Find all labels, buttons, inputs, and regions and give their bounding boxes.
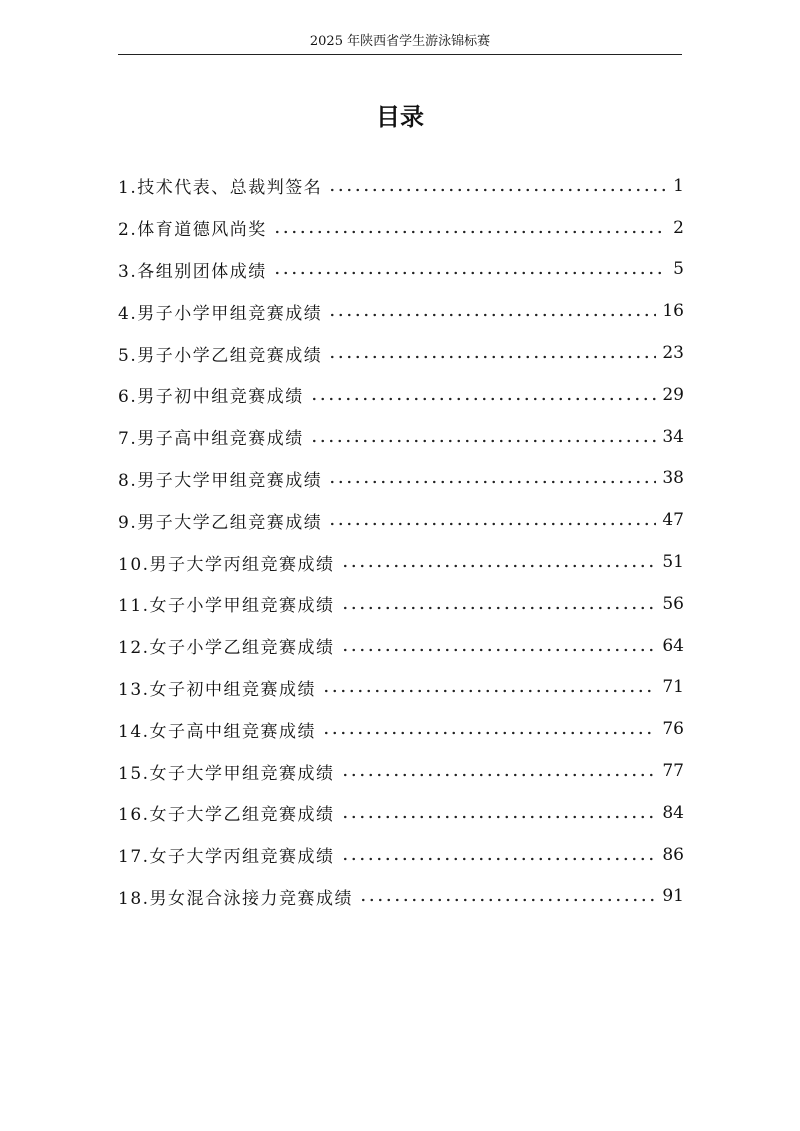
toc-entry-page: 56 <box>662 593 684 614</box>
toc-entry-label: 12.女子小学乙组竞赛成绩 <box>118 638 335 659</box>
toc-entry[interactable] <box>118 750 684 792</box>
toc-leader-dots <box>310 394 657 404</box>
toc-leader-dots <box>310 436 657 446</box>
toc-leader-dots <box>341 645 657 655</box>
toc-entry[interactable] <box>118 249 684 291</box>
toc-leader-dots <box>341 854 657 864</box>
toc-entry-page: 23 <box>662 343 684 364</box>
toc-leader-dots <box>341 812 657 822</box>
toc-entry[interactable] <box>118 876 684 918</box>
toc-entry-label: 13.女子初中组竞赛成绩 <box>118 679 317 700</box>
toc-leader-dots <box>273 268 667 278</box>
toc-entry-label: 4.男子小学甲组竞赛成绩 <box>118 303 323 324</box>
toc-entry[interactable] <box>118 332 684 374</box>
toc-entry-page: 64 <box>662 635 684 656</box>
toc-leader-dots <box>273 227 667 237</box>
toc-entry-page: 5 <box>673 259 684 280</box>
toc-leader-dots <box>341 561 657 571</box>
toc-entry-page: 84 <box>662 802 684 823</box>
toc-entry-label: 14.女子高中组竞赛成绩 <box>118 721 317 742</box>
toc-entry-page: 77 <box>662 761 684 782</box>
toc-entry-page: 47 <box>662 510 684 531</box>
toc-entry-page: 34 <box>662 426 684 447</box>
toc-entry-label: 3.各组别团体成绩 <box>118 261 267 282</box>
toc-entry-page: 86 <box>662 844 684 865</box>
toc-entry[interactable] <box>118 625 684 667</box>
toc-leader-dots <box>322 686 656 696</box>
toc-entry[interactable] <box>118 374 684 416</box>
toc-entry-label: 9.男子大学乙组竞赛成绩 <box>118 512 323 533</box>
toc-entry[interactable] <box>118 207 684 249</box>
toc-leader-dots <box>328 310 656 320</box>
toc-entry[interactable] <box>118 792 684 834</box>
toc-entry-page: 16 <box>662 301 684 322</box>
toc-entry-page: 51 <box>662 552 684 573</box>
page-title: 目录 <box>376 103 424 131</box>
toc-entry[interactable] <box>118 165 684 207</box>
toc-entry-page: 38 <box>662 468 684 489</box>
toc-entry-label: 10.男子大学丙组竞赛成绩 <box>118 554 335 575</box>
toc-entry-page: 71 <box>662 677 684 698</box>
toc-entry-label: 11.女子小学甲组竞赛成绩 <box>118 596 335 617</box>
toc-entry[interactable] <box>118 458 684 500</box>
toc-entry[interactable] <box>118 290 684 332</box>
toc-entry-label: 18.男女混合泳接力竞赛成绩 <box>118 888 354 909</box>
toc-entry-label: 5.男子小学乙组竞赛成绩 <box>118 345 323 366</box>
toc-entry[interactable] <box>118 834 684 876</box>
toc-leader-dots <box>322 728 656 738</box>
toc-entry-page: 91 <box>662 886 684 907</box>
toc-entry-label: 7.男子高中组竞赛成绩 <box>118 429 304 450</box>
toc-entry-label: 2.体育道德风尚奖 <box>118 220 267 241</box>
toc-entry-label: 1.技术代表、总裁判签名 <box>118 178 323 199</box>
toc-entry-label: 16.女子大学乙组竞赛成绩 <box>118 805 335 826</box>
toc-entry-label: 15.女子大学甲组竞赛成绩 <box>118 763 335 784</box>
toc-entry[interactable] <box>118 416 684 458</box>
toc-entry-page: 29 <box>662 384 684 405</box>
toc-entry-label: 8.男子大学甲组竞赛成绩 <box>118 470 323 491</box>
page-header: 2025 年陕西省学生游泳锦标赛 <box>309 34 491 49</box>
toc-entry[interactable] <box>118 541 684 583</box>
toc-leader-dots <box>328 185 667 195</box>
toc-entry[interactable] <box>118 583 684 625</box>
toc-entry[interactable] <box>118 667 684 709</box>
toc-entry[interactable] <box>118 499 684 541</box>
toc-entry[interactable] <box>118 708 684 750</box>
toc-leader-dots <box>328 352 656 362</box>
toc-entry-page: 1 <box>673 175 684 196</box>
table-of-contents <box>118 165 684 917</box>
toc-leader-dots <box>328 477 656 487</box>
toc-leader-dots <box>341 770 657 780</box>
header-divider <box>118 54 682 55</box>
toc-entry-label: 17.女子大学丙组竞赛成绩 <box>118 847 335 868</box>
toc-entry-page: 76 <box>662 719 684 740</box>
toc-leader-dots <box>341 603 657 613</box>
toc-leader-dots <box>328 519 656 529</box>
toc-entry-page: 2 <box>673 217 684 238</box>
toc-leader-dots <box>359 895 656 905</box>
toc-entry-label: 6.男子初中组竞赛成绩 <box>118 387 304 408</box>
